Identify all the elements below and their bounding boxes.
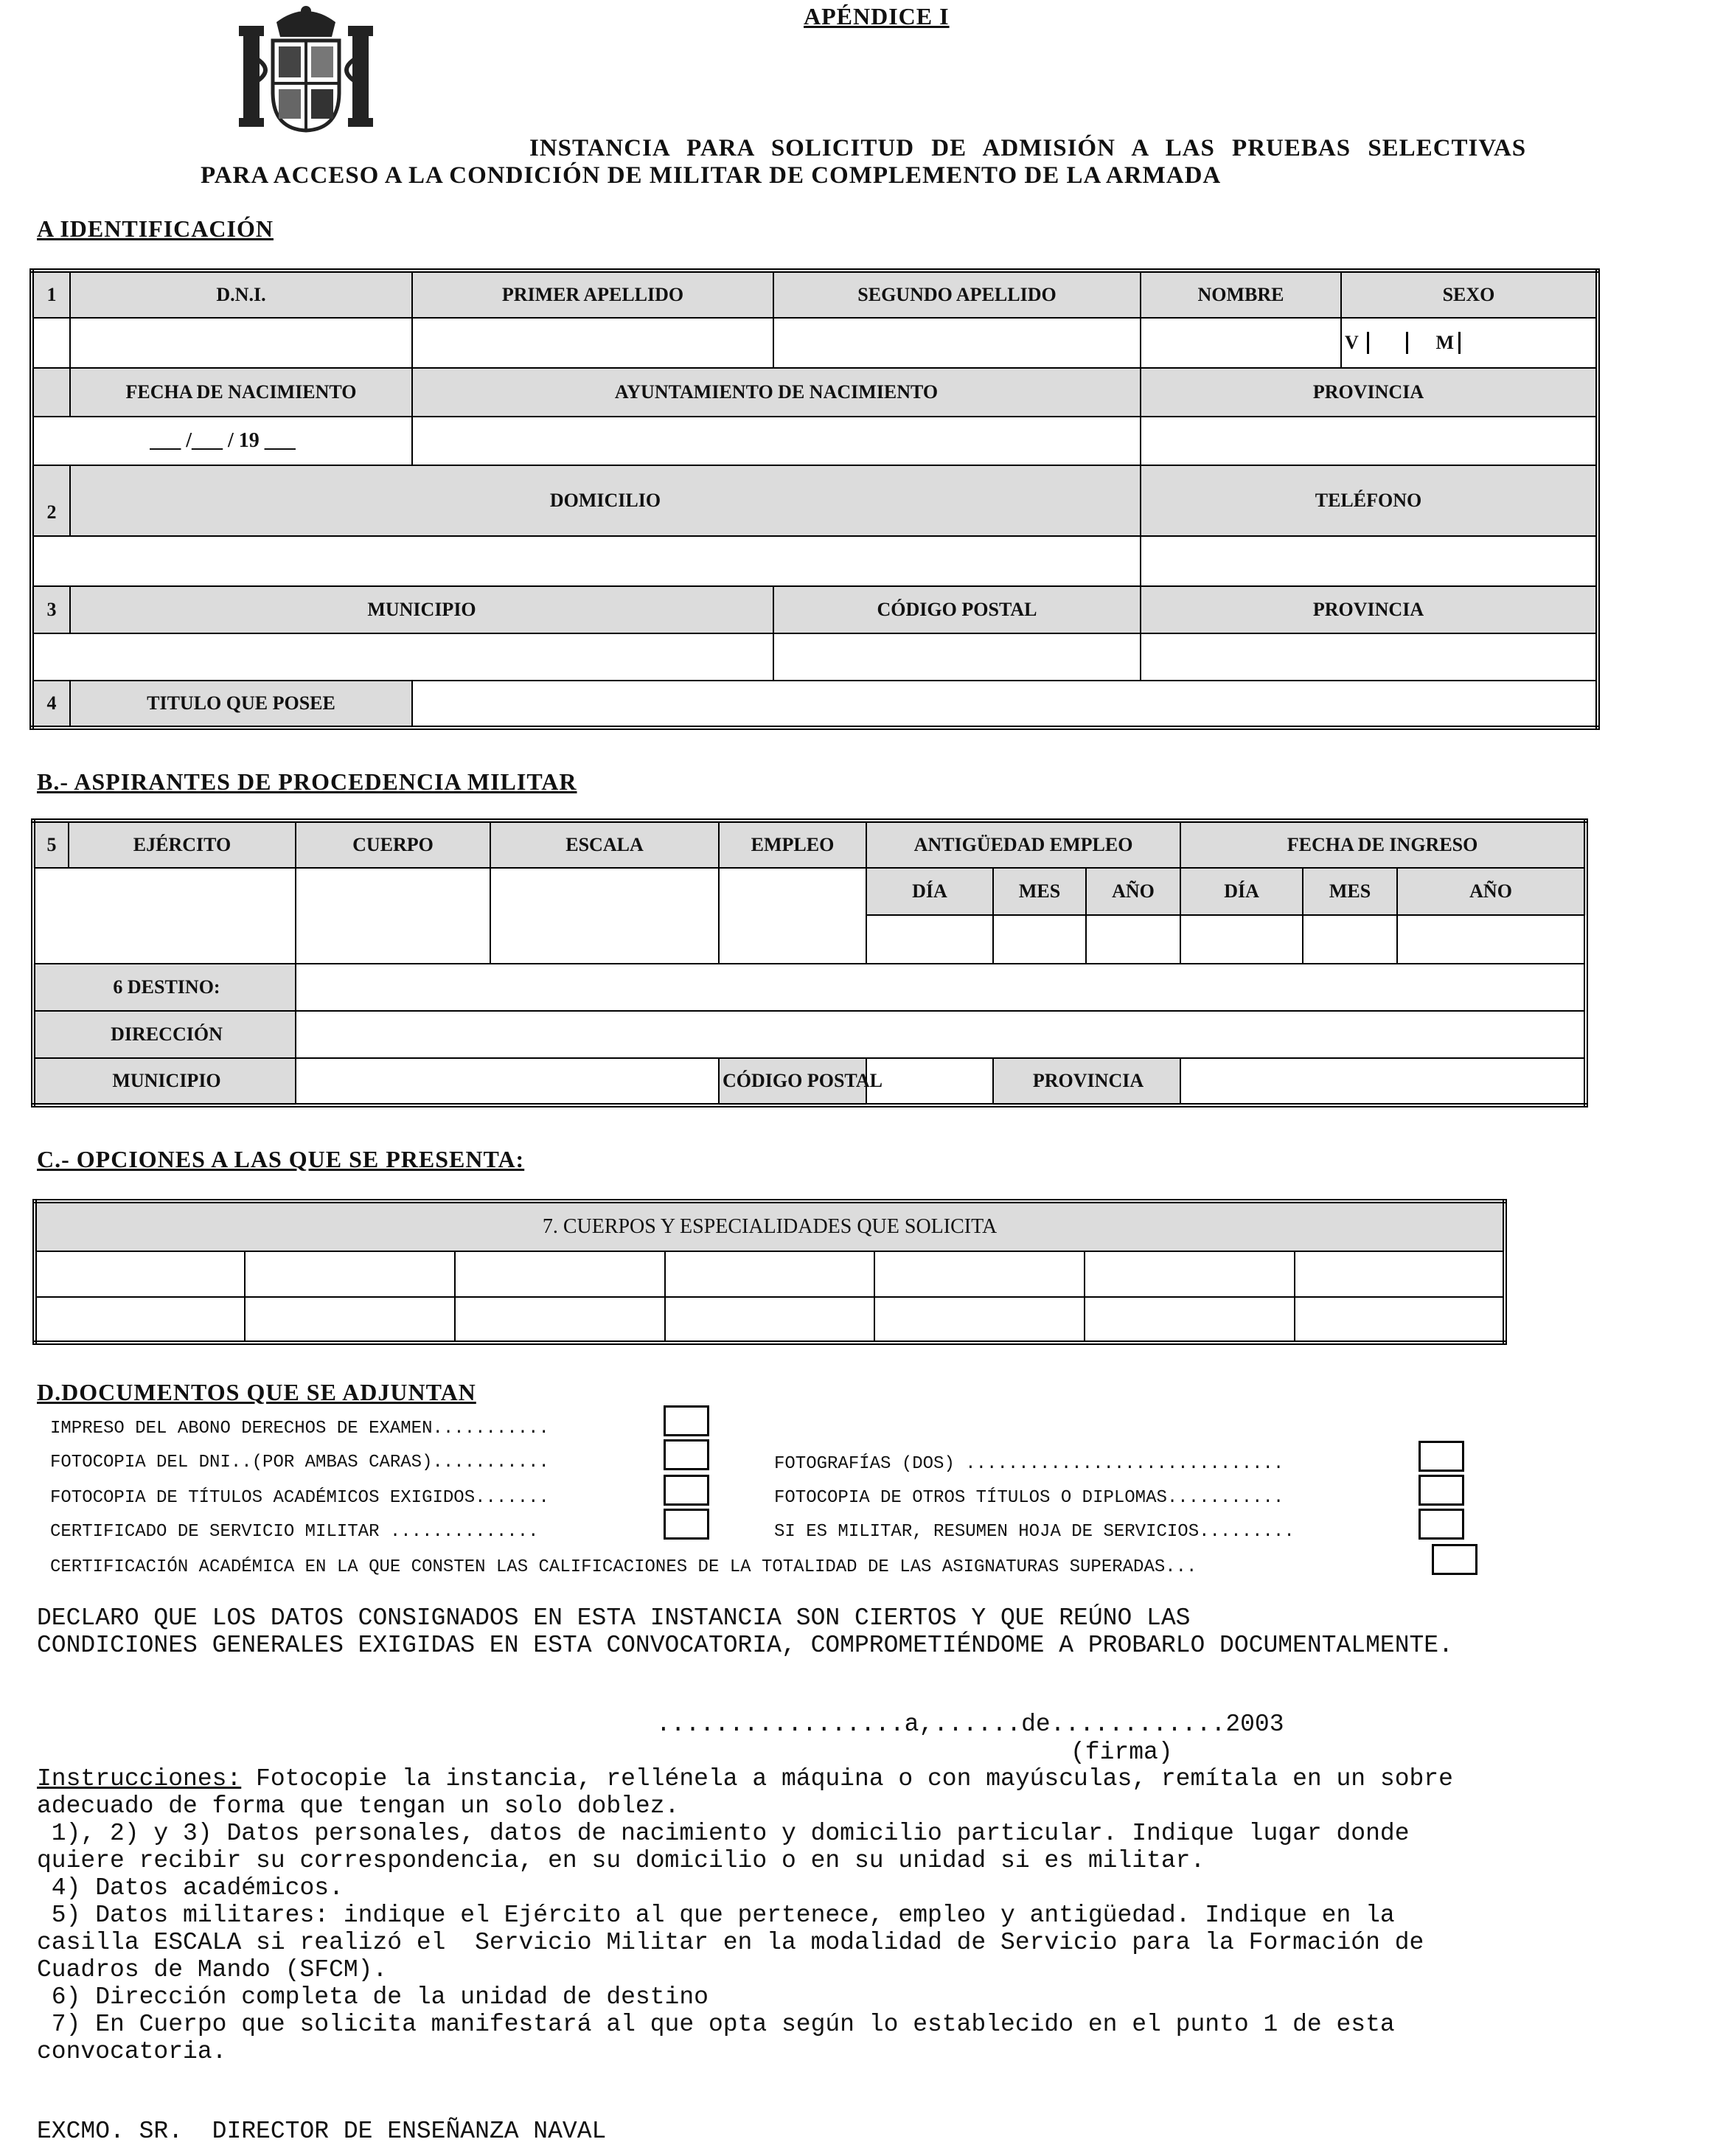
option-cell[interactable] — [1085, 1251, 1295, 1297]
option-cell[interactable] — [455, 1251, 665, 1297]
provincia-label: PROVINCIA — [1141, 368, 1598, 417]
instruction-4: 4) Datos académicos. — [37, 1874, 344, 1902]
form-title-line2: PARA ACCESO A LA CONDICIÓN DE MILITAR DE COMPLEMENTO DE LA ARMADA — [201, 162, 1222, 189]
provincia-field-2[interactable] — [1141, 633, 1598, 681]
option-cell[interactable] — [245, 1297, 455, 1343]
primer-apellido-field[interactable] — [412, 318, 773, 368]
doc-item-fotografias: FOTOGRAFÍAS (DOS) .............................. — [774, 1454, 1284, 1474]
cuerpo-label: CUERPO — [296, 821, 490, 868]
ayuntamiento-label: AYUNTAMIENTO DE NACIMIENTO — [412, 368, 1141, 417]
ingreso-dia-field[interactable] — [1180, 915, 1303, 964]
option-cell[interactable] — [665, 1251, 875, 1297]
doc-checkbox-hoja-servicios[interactable] — [1419, 1509, 1464, 1540]
addressee: EXCMO. SR. DIRECTOR DE ENSEÑANZA NAVAL — [37, 2118, 607, 2145]
segundo-apellido-field[interactable] — [773, 318, 1141, 368]
doc-item-dni: FOTOCOPIA DEL DNI..(POR AMBAS CARAS)........... — [50, 1453, 549, 1472]
dni-field[interactable] — [70, 318, 412, 368]
codigo-postal-label-b: CÓDIGO POSTAL — [719, 1058, 866, 1105]
direccion-label: DIRECCIÓN — [33, 1011, 296, 1058]
nombre-label: NOMBRE — [1141, 271, 1341, 318]
ejercito-label: EJÉRCITO — [69, 821, 296, 868]
cuerpos-header: 7. CUERPOS Y ESPECIALIDADES QUE SOLICITA — [35, 1201, 1505, 1251]
option-cell[interactable] — [35, 1251, 245, 1297]
direccion-field[interactable] — [296, 1011, 1586, 1058]
ingreso-dia-label: DÍA — [1180, 868, 1303, 915]
doc-item-otros-titulos: FOTOCOPIA DE OTROS TÍTULOS O DIPLOMAS........... — [774, 1488, 1284, 1508]
antiguedad-dia-label: DÍA — [866, 868, 993, 915]
antiguedad-anio-field[interactable] — [1086, 915, 1180, 964]
escala-field[interactable] — [490, 868, 719, 964]
instruction-1b: quiere recibir su correspondencia, en su domicilio o en su unidad si es militar. — [37, 1847, 1205, 1874]
antiguedad-dia-field[interactable] — [866, 915, 993, 964]
doc-item-abono: IMPRESO DEL ABONO DERECHOS DE EXAMEN........... — [50, 1419, 549, 1439]
firma-label: (firma) — [1071, 1739, 1173, 1766]
instructions-intro2: adecuado de forma que tengan un solo doblez. — [37, 1792, 680, 1820]
option-cell[interactable] — [874, 1297, 1085, 1343]
provincia-label-b: PROVINCIA — [993, 1058, 1180, 1105]
doc-item-hoja-servicios: SI ES MILITAR, RESUMEN HOJA DE SERVICIOS......... — [774, 1522, 1295, 1542]
domicilio-label: DOMICILIO — [70, 465, 1141, 536]
municipio-field[interactable] — [32, 633, 773, 681]
row-number-2: 2 — [32, 465, 70, 536]
doc-checkbox-dni[interactable] — [664, 1439, 709, 1470]
codigo-postal-label: CÓDIGO POSTAL — [773, 586, 1141, 633]
declaration-line2: CONDICIONES GENERALES EXIGIDAS EN ESTA CONVOCATORIA, COMPROMETIÉNDOME A PROBARLO DOCUMENTALMENTE. — [37, 1632, 1453, 1659]
doc-checkbox-abono[interactable] — [664, 1405, 709, 1436]
military-table — [31, 818, 1588, 1107]
instructions-label: Instrucciones: — [37, 1765, 242, 1792]
ejercito-field[interactable] — [33, 868, 296, 964]
instruction-5b: casilla ESCALA si realizó el Servicio Militar en la modalidad de Servicio para la Formación de — [37, 1929, 1424, 1956]
option-cell[interactable] — [455, 1297, 665, 1343]
option-cell[interactable] — [1295, 1251, 1505, 1297]
options-table — [32, 1199, 1507, 1345]
dni-label: D.N.I. — [70, 271, 412, 318]
empleo-field[interactable] — [719, 868, 866, 964]
titulo-field[interactable] — [412, 681, 1598, 728]
declaration-line1: DECLARO QUE LOS DATOS CONSIGNADOS EN ESTA INSTANCIA SON CIERTOS Y QUE REÚNO LAS — [37, 1604, 1191, 1632]
instruction-1a: 1), 2) y 3) Datos personales, datos de nacimiento y domicilio particular. Indique lugar donde — [37, 1820, 1410, 1847]
doc-item-certificacion: CERTIFICACIÓN ACADÉMICA EN LA QUE CONSTEN LAS CALIFICACIONES DE LA TOTALIDAD DE LAS ASIGNATURAS SUPERADAS... — [50, 1557, 1197, 1577]
domicilio-field[interactable] — [32, 536, 1141, 586]
blank-cell — [32, 368, 70, 417]
option-cell[interactable] — [665, 1297, 875, 1343]
ingreso-anio-field[interactable] — [1397, 915, 1586, 964]
antiguedad-mes-field[interactable] — [993, 915, 1086, 964]
instruction-5a: 5) Datos militares: indique el Ejército al que pertenece, empleo y antigüedad. Indique en la — [37, 1902, 1395, 1929]
municipio-label-b: MUNICIPIO — [33, 1058, 296, 1105]
cuerpo-field[interactable] — [296, 868, 490, 964]
row-number-5: 5 — [33, 821, 69, 868]
blank-cell — [32, 318, 70, 368]
antiguedad-label: ANTIGÜEDAD EMPLEO — [866, 821, 1180, 868]
instructions-intro1: Instrucciones: Fotocopie la instancia, rellénela a máquina o con mayúsculas, remítala en un sobre — [37, 1765, 1453, 1792]
municipio-field-b[interactable] — [296, 1058, 719, 1105]
doc-checkbox-otros-titulos[interactable] — [1419, 1475, 1464, 1506]
sexo-v-box[interactable]: V — [1342, 332, 1369, 354]
row-number-1: 1 — [32, 271, 70, 318]
sexo-m-box[interactable]: M — [1408, 332, 1461, 354]
section-d-title: D.DOCUMENTOS QUE SE ADJUNTAN — [37, 1379, 476, 1405]
option-cell[interactable] — [1295, 1297, 1505, 1343]
section-c-title: C.- OPCIONES A LAS QUE SE PRESENTA: — [37, 1146, 525, 1172]
doc-checkbox-servicio-militar[interactable] — [664, 1509, 709, 1540]
identification-table — [29, 268, 1600, 730]
instruction-5c: Cuadros de Mando (SFCM). — [37, 1956, 388, 1983]
spain-coat-of-arms-icon — [236, 4, 376, 133]
destino-label: 6 DESTINO: — [33, 964, 296, 1011]
codigo-postal-field[interactable] — [773, 633, 1141, 681]
instruction-7a: 7) En Cuerpo que solicita manifestará al que opta según lo establecido en el punto 1 de esta — [37, 2011, 1395, 2038]
titulo-label: TITULO QUE POSEE — [70, 681, 412, 728]
primer-apellido-label: PRIMER APELLIDO — [412, 271, 773, 318]
doc-checkbox-titulos[interactable] — [664, 1475, 709, 1506]
telefono-label: TELÉFONO — [1141, 465, 1598, 536]
nombre-field[interactable] — [1141, 318, 1341, 368]
empleo-label: EMPLEO — [719, 821, 866, 868]
provincia-field[interactable] — [1141, 417, 1598, 465]
antiguedad-anio-label: AÑO — [1086, 868, 1180, 915]
appendix-title: APÉNDICE I — [804, 3, 950, 29]
date-signature-line[interactable]: .................a,......de............2003 — [656, 1711, 1284, 1738]
codigo-postal-field-b[interactable] — [866, 1058, 993, 1105]
row-number-4: 4 — [32, 681, 70, 728]
segundo-apellido-label: SEGUNDO APELLIDO — [773, 271, 1141, 318]
doc-item-servicio-militar: CERTIFICADO DE SERVICIO MILITAR .............. — [50, 1522, 539, 1542]
destino-field[interactable] — [296, 964, 1586, 1011]
option-cell[interactable] — [35, 1297, 245, 1343]
option-cell[interactable] — [245, 1251, 455, 1297]
ingreso-mes-field[interactable] — [1303, 915, 1397, 964]
instruction-7b: convocatoria. — [37, 2038, 227, 2065]
instruction-6: 6) Dirección completa de la unidad de destino — [37, 1983, 709, 2011]
sexo-field[interactable] — [1341, 318, 1598, 368]
ayuntamiento-field[interactable] — [412, 417, 1141, 465]
municipio-label: MUNICIPIO — [70, 586, 773, 633]
option-cell[interactable] — [874, 1251, 1085, 1297]
antiguedad-mes-label: MES — [993, 868, 1086, 915]
row-number-3: 3 — [32, 586, 70, 633]
sexo-label: SEXO — [1341, 271, 1598, 318]
doc-item-titulos: FOTOCOPIA DE TÍTULOS ACADÉMICOS EXIGIDOS....... — [50, 1488, 549, 1508]
ingreso-anio-label: AÑO — [1397, 868, 1586, 915]
section-b-title: B.- ASPIRANTES DE PROCEDENCIA MILITAR — [37, 768, 577, 795]
fecha-nacimiento-label: FECHA DE NACIMIENTO — [70, 368, 412, 417]
doc-checkbox-fotografias[interactable] — [1419, 1441, 1464, 1472]
ingreso-mes-label: MES — [1303, 868, 1397, 915]
provincia-field-b[interactable] — [1180, 1058, 1586, 1105]
fecha-ingreso-label: FECHA DE INGRESO — [1180, 821, 1586, 868]
doc-checkbox-certificacion[interactable] — [1432, 1544, 1477, 1575]
form-title-line1: INSTANCIA PARA SOLICITUD DE ADMISIÓN A LAS PRUEBAS SELECTIVAS — [529, 135, 1527, 161]
fecha-nacimiento-field[interactable]: ___ /___ / 19 ___ — [32, 417, 412, 465]
provincia-label-2: PROVINCIA — [1141, 586, 1598, 633]
telefono-field[interactable] — [1141, 536, 1598, 586]
option-cell[interactable] — [1085, 1297, 1295, 1343]
section-a-title: A IDENTIFICACIÓN — [37, 215, 274, 242]
escala-label: ESCALA — [490, 821, 719, 868]
